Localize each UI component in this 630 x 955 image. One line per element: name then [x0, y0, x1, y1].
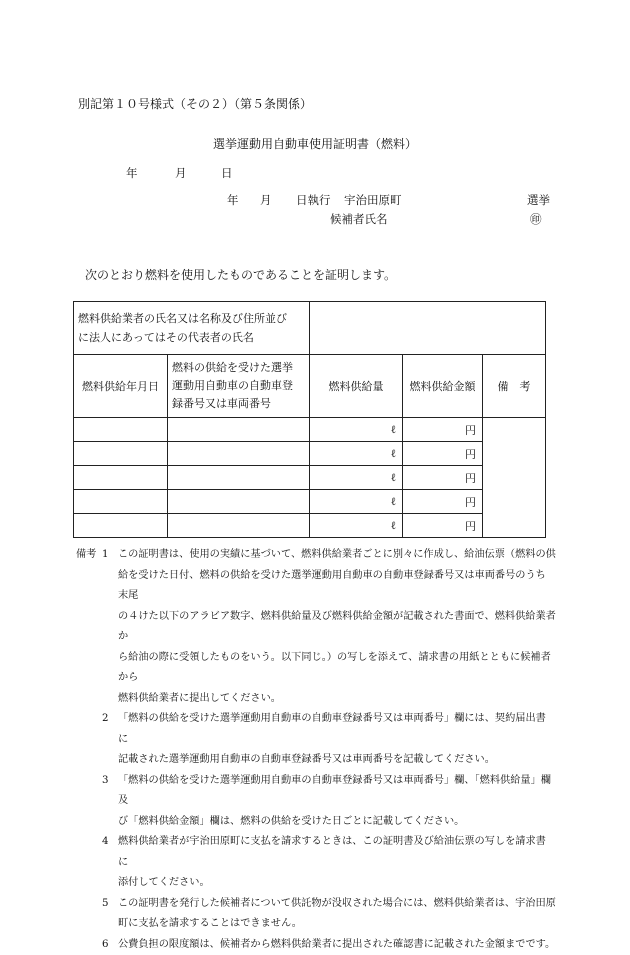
note-item	[76, 832, 556, 894]
quantity-cell[interactable]: ℓ	[310, 418, 403, 442]
election-label: 選挙	[527, 192, 550, 208]
issue-month-label: 月	[175, 165, 187, 181]
note-item	[76, 709, 556, 771]
document-title: 選挙運動用自動車使用証明書（燃料）	[0, 135, 630, 152]
note-number: 2	[102, 709, 108, 730]
amount-cell[interactable]: 円	[403, 418, 483, 442]
date-cell[interactable]	[74, 418, 168, 442]
amount-cell[interactable]: 円	[403, 442, 483, 466]
notes-heading: 備考	[76, 545, 96, 566]
note-number: 1	[102, 545, 108, 566]
note-line: 燃料供給業者に提出してください。	[118, 689, 556, 710]
fuel-usage-table	[73, 301, 546, 538]
date-cell[interactable]	[74, 514, 168, 538]
candidate-name-label: 候補者氏名	[330, 211, 388, 227]
col-header-vehicle	[168, 355, 310, 418]
table-row	[74, 514, 546, 538]
note-line: 「燃料の供給を受けた選挙運動用自動車の自動車登録番号又は車両番号」欄には、契約届出書に	[118, 709, 556, 750]
amount-cell[interactable]: 円	[403, 466, 483, 490]
quantity-cell[interactable]: ℓ	[310, 514, 403, 538]
col-header-date: 燃料供給年月日	[74, 355, 168, 418]
vehicle-cell[interactable]	[168, 442, 310, 466]
issue-day-label: 日	[221, 165, 233, 181]
note-line: ら給油の際に受領したものをいう。以下同じ。）の写しを添えて、請求書の用紙とともに候補者から	[118, 648, 556, 689]
amount-cell[interactable]: 円	[403, 514, 483, 538]
note-item	[76, 771, 556, 833]
vehicle-cell[interactable]	[168, 418, 310, 442]
remarks-cell[interactable]	[483, 418, 546, 538]
vehicle-cell[interactable]	[168, 466, 310, 490]
form-number: 別記第１０号様式（その２）（第５条関係）	[78, 95, 312, 112]
table-row	[74, 418, 546, 442]
note-line: 燃料供給業者が宇治田原町に支払を請求するときは、この証明書及び給油伝票の写しを請求書に	[118, 832, 556, 873]
issue-year-label: 年	[126, 165, 138, 181]
col-header-vehicle-line1: 燃料の供給を受けた選挙	[172, 359, 305, 377]
note-number: 4	[102, 832, 108, 853]
table-row	[74, 442, 546, 466]
note-line: 「燃料の供給を受けた選挙運動用自動車の自動車登録番号又は車両番号」欄、「燃料供給量」欄及	[118, 771, 556, 812]
town-name: 宇治田原町	[344, 192, 402, 208]
col-header-quantity: 燃料供給量	[310, 355, 403, 418]
note-item	[76, 935, 556, 955]
quantity-cell[interactable]: ℓ	[310, 466, 403, 490]
supplier-value-cell[interactable]	[310, 302, 546, 355]
vehicle-cell[interactable]	[168, 514, 310, 538]
supplier-label-line1: 燃料供給業者の氏名又は名称及び住所並び	[78, 309, 305, 328]
col-header-vehicle-line2: 運動用自動車の自動車登	[172, 377, 305, 395]
col-header-remarks: 備 考	[483, 355, 546, 418]
seal-mark: ㊞	[530, 211, 542, 227]
notes-section	[76, 545, 556, 955]
supplier-label-line2: に法人にあってはその代表者の氏名	[78, 328, 305, 347]
table-row	[74, 466, 546, 490]
exec-day-label: 日執行	[296, 192, 331, 208]
date-cell[interactable]	[74, 442, 168, 466]
table-row	[74, 490, 546, 514]
note-line: この証明書を発行した候補者について供託物が没収された場合には、燃料供給業者は、宇治田原	[118, 894, 556, 915]
note-line: 町に支払を請求することはできません。	[118, 914, 556, 935]
note-number: 3	[102, 771, 108, 792]
note-line: 公費負担の限度額は、候補者から燃料供給業者に提出された確認書に記載された金額までです。	[118, 935, 556, 955]
note-line: の４けた以下のアラビア数字、燃料供給量及び燃料供給金額が記載された書面で、燃料供給業者か	[118, 607, 556, 648]
supplier-label-cell	[74, 302, 310, 355]
note-line: び「燃料供給金額」欄は、燃料の供給を受けた日ごとに記載してください。	[118, 812, 556, 833]
quantity-cell[interactable]: ℓ	[310, 490, 403, 514]
amount-cell[interactable]: 円	[403, 490, 483, 514]
exec-month-label: 月	[260, 192, 272, 208]
note-line: この証明書は、使用の実績に基づいて、燃料供給業者ごとに別々に作成し、給油伝票（燃料の供	[118, 545, 556, 566]
note-line: 添付してください。	[118, 873, 556, 894]
date-cell[interactable]	[74, 466, 168, 490]
col-header-amount: 燃料供給金額	[403, 355, 483, 418]
quantity-cell[interactable]: ℓ	[310, 442, 403, 466]
note-number: 5	[102, 894, 108, 915]
note-line: 記載された選挙運動用自動車の自動車登録番号又は車両番号を記載してください。	[118, 750, 556, 771]
vehicle-cell[interactable]	[168, 490, 310, 514]
note-item	[76, 894, 556, 935]
col-header-vehicle-line3: 録番号又は車両番号	[172, 395, 305, 413]
date-cell[interactable]	[74, 490, 168, 514]
note-item	[76, 545, 556, 709]
exec-year-label: 年	[227, 192, 239, 208]
note-line: 給を受けた日付、燃料の供給を受けた選挙運動用自動車の自動車登録番号又は車両番号のうち末尾	[118, 566, 556, 607]
certification-statement: 次のとおり燃料を使用したものであることを証明します。	[85, 266, 396, 283]
note-number: 6	[102, 935, 108, 955]
